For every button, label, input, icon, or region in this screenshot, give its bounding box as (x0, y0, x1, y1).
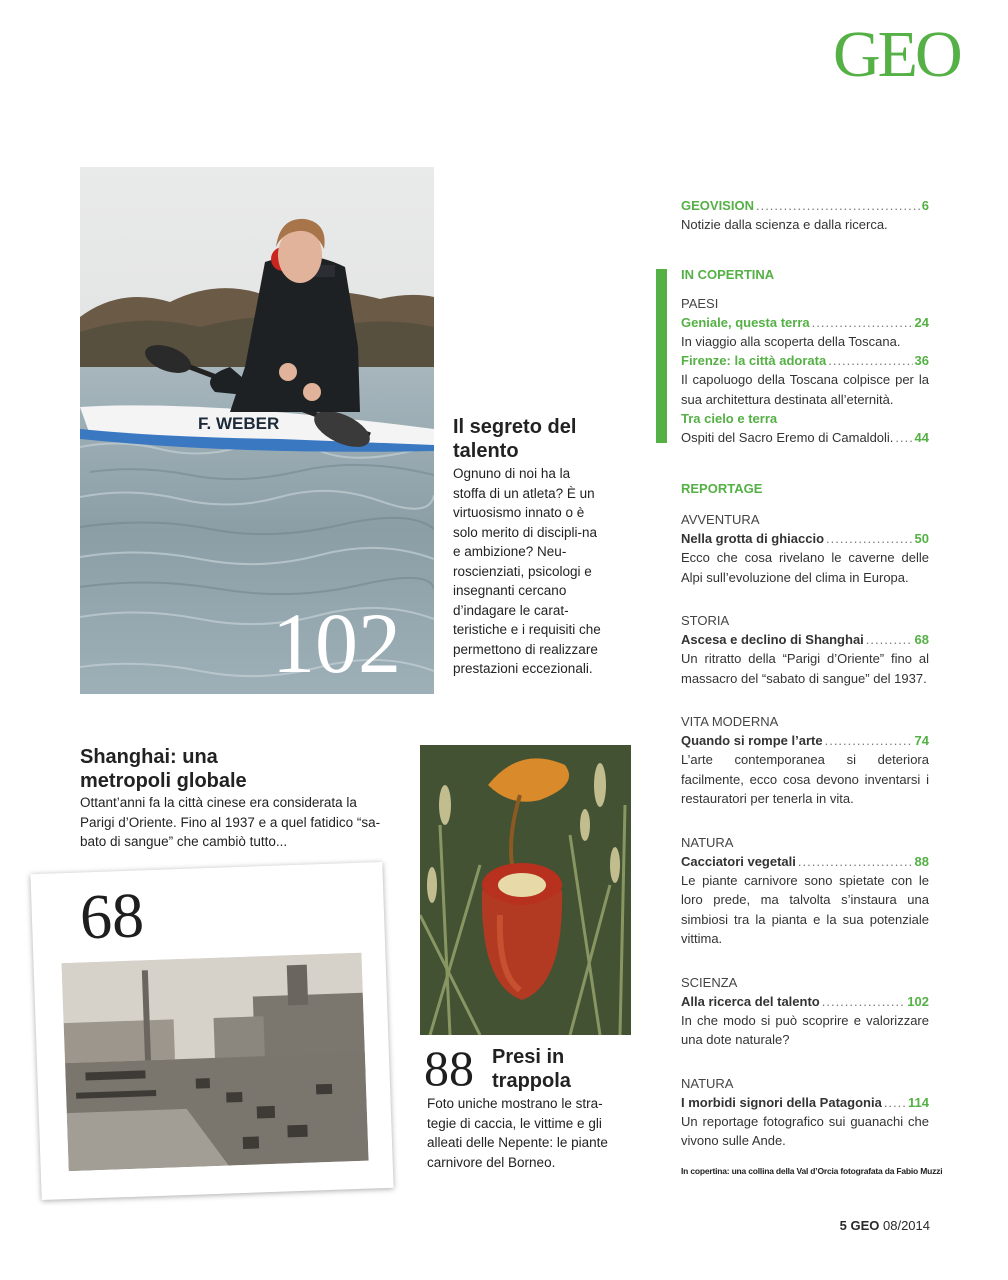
shanghai-photo-art (62, 953, 369, 1171)
footer-brand: GEO (850, 1218, 880, 1233)
cover-credit: In copertina: una collina della Val d’Orcia fotografata da Fabio Muzzi (681, 1166, 943, 1176)
toc-desc: Ecco che cosa rivelano le caverne delle Alpi sull’evoluzione del clima in Europa. (681, 550, 929, 585)
toc-desc: Il capoluogo della Toscana colpisce per la sua architettura destinata all’eternità. (681, 372, 929, 407)
toc-desc: Un ritratto della “Parigi d’Oriente” fino al massacro del “sabato di sangue” del 1937. (681, 651, 929, 686)
toc-item[interactable] (681, 630, 929, 649)
geo-logo: GEO (833, 18, 960, 91)
feature-talent-body: Ognuno di noi ha la stoffa di un atleta? È un virtuosismo innato o è solo merito di discipli-na e ambizione? Neu-roscienziati, psicologi e insegnanti cercano d’indagare le carat-teristiche e i requisiti che permettono di realizzare prestazioni eccezionali. (453, 466, 601, 676)
toc-page: 88 (914, 853, 929, 869)
toc-item-geovision[interactable] (681, 196, 929, 215)
leader-dots (826, 529, 913, 548)
toc-title: I morbidi signori della Patagonia (681, 1094, 882, 1110)
toc-item[interactable] (681, 1093, 929, 1112)
pitcher-plant-photo (420, 745, 631, 1035)
leader-dots (895, 428, 912, 447)
toc-page: 24 (914, 314, 929, 330)
toc-category: SCIENZA (681, 974, 738, 990)
toc-item[interactable] (681, 731, 929, 750)
toc-title: GEOVISION (681, 198, 754, 213)
toc-title: Ascesa e declino di Shanghai (681, 632, 864, 647)
leader-dots (798, 852, 913, 871)
toc-desc: L’arte contemporanea si deteriora facilmente, ecco cosa devono inventarsi i restauratori per tenerla in vita. (681, 752, 929, 806)
issue-date: 08/2014 (883, 1218, 930, 1233)
toc-title: Quando si rompe l’arte (681, 733, 823, 748)
page-footer (840, 1218, 930, 1233)
toc-item[interactable] (681, 351, 929, 370)
toc-title: Geniale, questa terra (681, 314, 810, 330)
feature-shanghai-title: Shanghai: una metropoli globale (80, 746, 247, 792)
feature-plants-body: Foto uniche mostrano le stra-tegie di caccia, le vittime e gli alleati delle Nepente: le piante carnivore del Borneo. (427, 1096, 608, 1170)
toc-desc: Notizie dalla scienza e dalla ricerca. (681, 217, 888, 232)
toc-page: 114 (908, 1094, 929, 1110)
toc-page: 74 (914, 733, 929, 748)
page-number: 5 (839, 1218, 847, 1233)
toc-page: 6 (921, 198, 929, 213)
toc-desc: In viaggio alla scoperta della Toscana. (681, 333, 901, 349)
toc-item-title-only[interactable] (681, 409, 929, 428)
toc-title: Firenze: la città adorata (681, 353, 827, 368)
toc-category: AVVENTURA (681, 512, 760, 527)
toc-item[interactable] (681, 852, 929, 871)
table-of-contents (681, 196, 929, 1151)
leader-dots (866, 630, 913, 649)
toc-item[interactable] (681, 992, 929, 1011)
toc-page: 102 (907, 993, 929, 1009)
toc-desc: Le piante carnivore sono spietate con le loro prede, ma talvolta s’instaura una simbiosi tra la pianta e la sua potenziale vittima. (681, 872, 929, 946)
toc-title: Cacciatori vegetali (681, 853, 796, 869)
section-heading-copertina: IN COPERTINA (681, 266, 775, 282)
toc-title: Tra cielo e terra (681, 411, 778, 426)
shanghai-photo (30, 862, 393, 1200)
toc-desc: In che modo si può scoprire e valorizzare una dote naturale? (681, 1012, 929, 1047)
toc-page: 36 (914, 353, 929, 368)
toc-item[interactable] (681, 313, 929, 332)
feature-shanghai-body: Ottant’anni fa la città cinese era considerata la Parigi d’Oriente. Fino al 1937 e a quel fatidico “sa-bato di sangue” che cambiò tutto... (80, 795, 381, 849)
toc-title: Alla ricerca del talento (681, 993, 820, 1009)
leader-dots (825, 731, 913, 750)
kayak-name: F. WEBER (198, 414, 280, 433)
leader-dots (756, 196, 920, 215)
toc-desc: Ospiti del Sacro Eremo di Camaldoli. (681, 430, 894, 445)
feature-number-102: 102 (272, 595, 401, 691)
toc-page: 68 (914, 632, 929, 647)
toc-item[interactable] (681, 529, 929, 548)
toc-category: VITA MODERNA (681, 714, 779, 729)
feature-plants-title: Presi in trappola (492, 1046, 571, 1092)
toc-desc: Un reportage fotografico sui guanachi che vivono sulle Ande. (681, 1113, 929, 1148)
toc-item-desc-row[interactable] (681, 428, 929, 447)
feature-number-68: 68 (78, 879, 146, 953)
toc-category: STORIA (681, 613, 730, 628)
feature-number-88: 88 (424, 1040, 474, 1096)
leader-dots (884, 1093, 906, 1112)
toc-title: Nella grotta di ghiaccio (681, 531, 825, 546)
toc-category: PAESI (681, 295, 719, 311)
toc-page: 50 (914, 531, 929, 546)
feature-talent-title: Il segreto del talento (453, 416, 577, 462)
leader-dots (812, 313, 913, 332)
toc-page: 44 (914, 430, 929, 445)
toc-category: NATURA (681, 1075, 734, 1091)
copertina-accent-bar (656, 269, 667, 443)
toc-category: NATURA (681, 834, 734, 850)
pitcher-plant-art (420, 745, 631, 1035)
leader-dots (828, 351, 912, 370)
leader-dots (822, 992, 906, 1011)
section-heading-reportage: REPORTAGE (681, 481, 763, 496)
